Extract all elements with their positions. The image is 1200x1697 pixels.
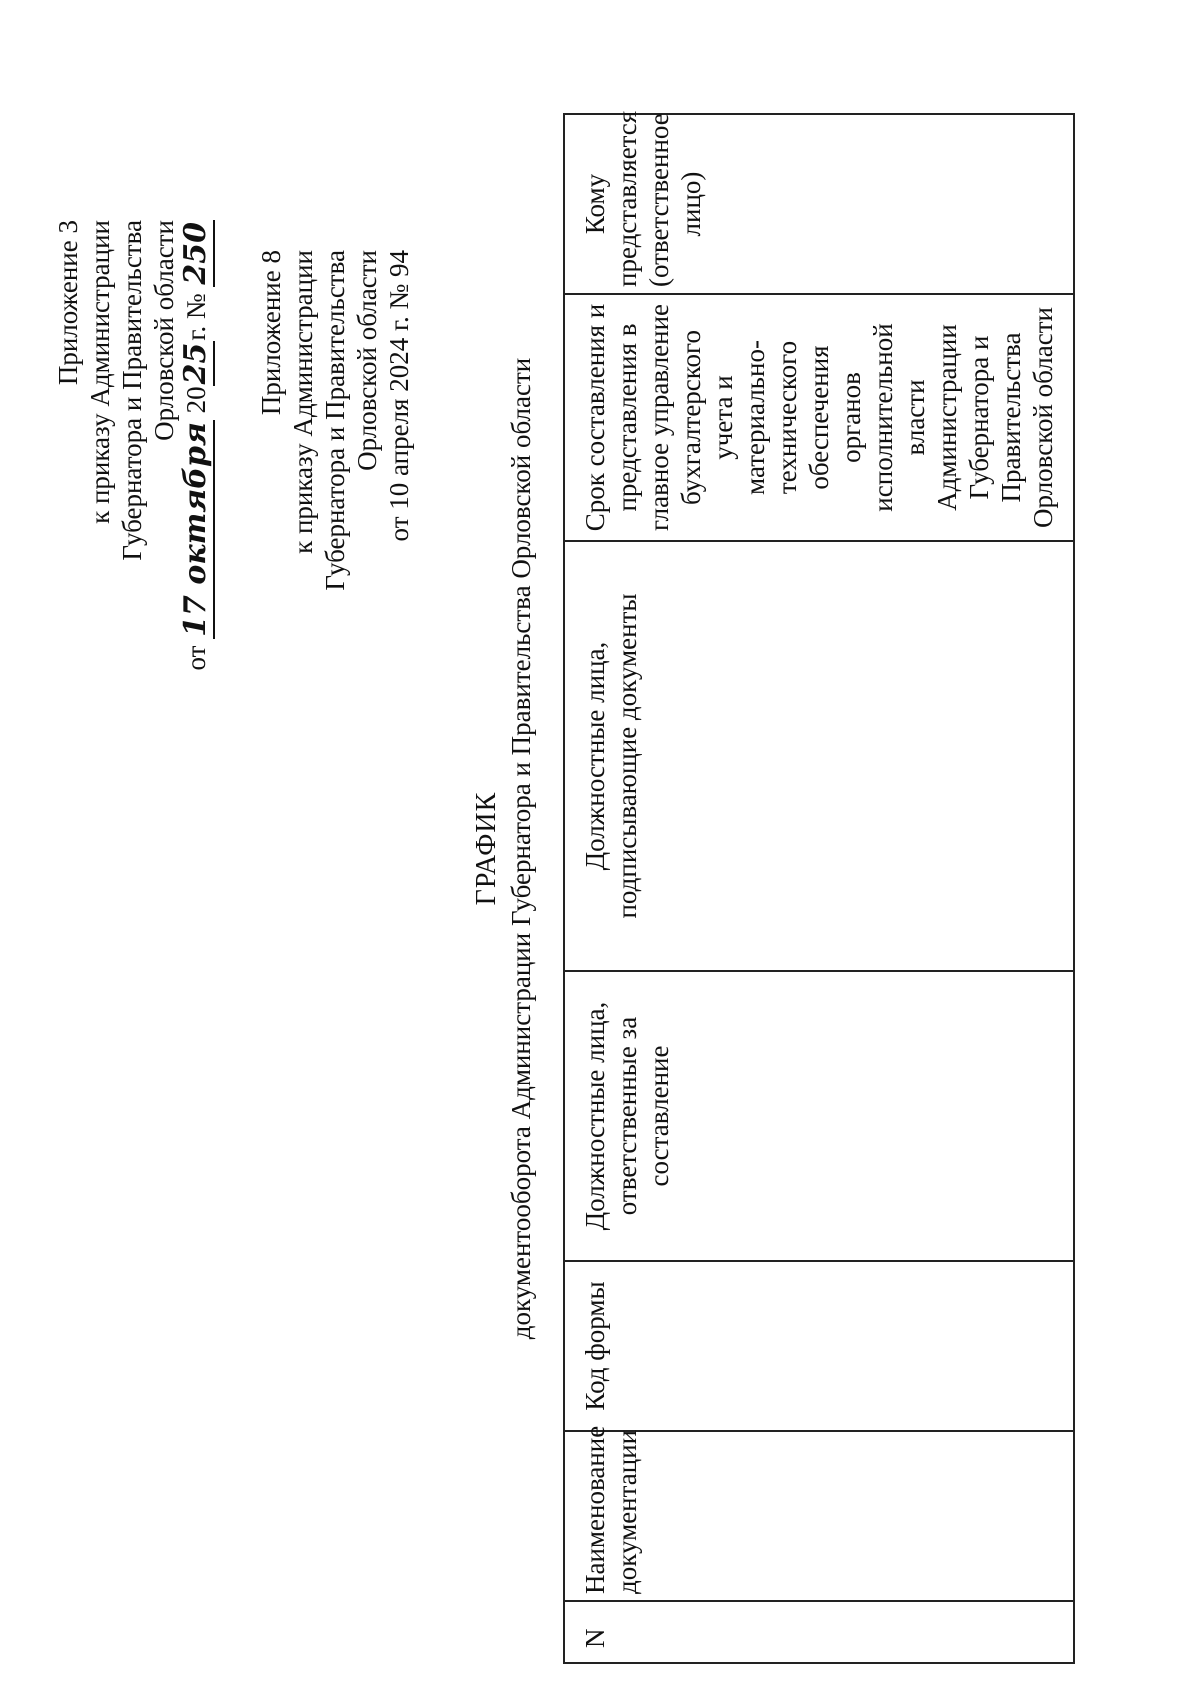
column-header-responsible: Должностные лица, ответственные за составление [564,971,1074,1261]
schedule-table [563,110,1075,1664]
column-header-doc-name: Наименование документации [564,1431,1074,1601]
document-subtitle: документооборота Администрации Губернатора и Правительства Орловской области [506,357,536,1340]
date-prefix: от [181,645,211,671]
appendix-3-label: Приложение 3 [53,220,83,386]
appendix-8-region: Орловской области [352,250,382,471]
appendix-8-issuer: Губернатора и Правительства [320,250,350,591]
year-prefix: 20 [181,386,211,414]
appendix-8-header [255,250,415,890]
appendix-3-header [52,220,212,860]
title-block [470,0,538,1697]
number-mark: г. № [181,293,211,341]
appendix-8-label: Приложение 8 [256,250,286,416]
handwritten-date: 17 октября [178,422,213,637]
column-header-number: N [564,1601,1074,1663]
appendix-8-date: от 10 апреля 2024 г. № 94 [384,250,414,542]
appendix-3-region: Орловской области [149,220,179,441]
document-title: ГРАФИК [471,791,502,906]
appendix-3-issuer: Губернатора и Правительства [117,220,147,561]
appendix-3-date-line [180,220,212,860]
appendix-3-order: к приказу Администрации [85,220,115,524]
handwritten-year: 25 [178,342,213,385]
column-header-signers: Должностные лица, подписывающие документы [564,541,1074,971]
table-header-row [564,114,1074,1663]
handwritten-number: 250 [178,222,213,285]
column-header-deadline: Срок составления и представления в главное управление бухгалтерского учета и материально-технического обеспечения органов исполнительной власти Администрации Губернатора и Правительства Орловской области [564,294,1074,541]
appendix-8-order: к приказу Администрации [288,250,318,554]
column-header-recipient: Кому представляется (ответственное лицо) [564,114,1074,294]
column-header-form-code: Код формы [564,1261,1074,1431]
